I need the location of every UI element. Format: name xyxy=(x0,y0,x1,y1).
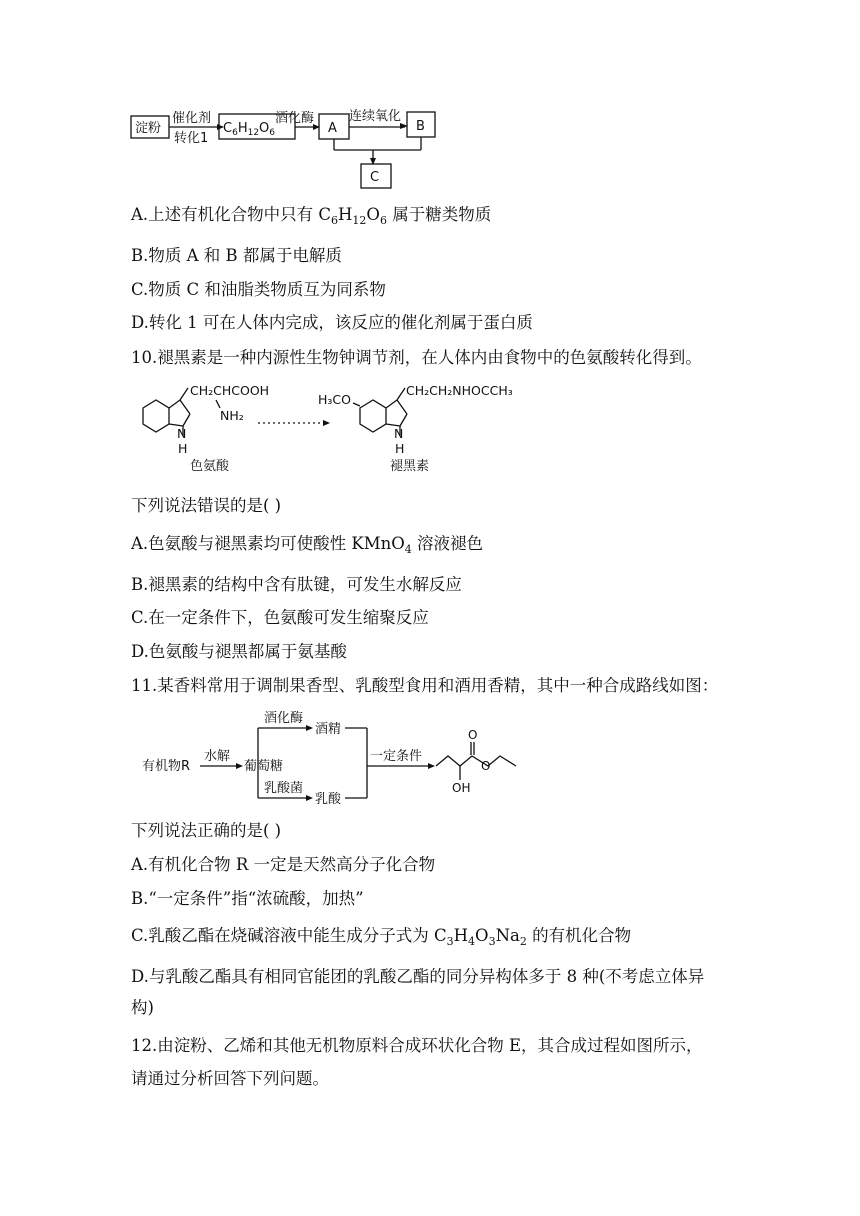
q10-mol2-n: N xyxy=(394,426,404,441)
q12-stem-line1: 12.由淀粉、乙烯和其他无机物原料合成环状化合物 E，其合成过程如图所示， xyxy=(131,1036,703,1055)
q10-option-b: B.褪黑素的结构中含有肽键，可发生水解反应 xyxy=(131,575,462,594)
q11-glucose: 葡萄糖 xyxy=(244,759,284,774)
q10-mol1-n: N xyxy=(177,426,187,441)
q11-ester-o: O xyxy=(481,759,491,773)
q9-box-c: C xyxy=(370,170,380,185)
q10-mol1-chain: CH₂CHCOOH xyxy=(190,383,270,398)
q10-stem: 10.褪黑素是一种内源性生物钟调节剂，在人体内由食物中的色氨酸转化得到。 xyxy=(131,348,702,367)
q9-box-start: 淀粉 xyxy=(135,121,162,136)
q9-arrow1-top: 催化剂 xyxy=(172,111,212,126)
q11-option-c: C.乳酸乙酯在烧碱溶液中能生成分子式为 $C_3H_4O_3Na_2$ 的有机化合物 xyxy=(131,926,632,948)
q11-option-d-line1: D.与乳酸乙酯具有相同官能团的乳酸乙酯的同分异构体多于 8 种(不考虑立体异 xyxy=(131,967,705,986)
q10-mol2-h: H xyxy=(395,441,405,456)
q10-option-c: C.在一定条件下，色氨酸可发生缩聚反应 xyxy=(131,608,429,627)
q10-option-a: A.色氨酸与褪黑素均可使酸性 KMnO$_4$ 溶液褪色 xyxy=(131,534,484,556)
q10-mol2-chain: CH₂CH₂NHOCCH₃ xyxy=(406,383,513,398)
q9-arrow3-label: 连续氧化 xyxy=(349,109,402,124)
q9-arrow2-label: 酒化酶 xyxy=(275,111,315,126)
q9-arrow1-bottom: 转化1 xyxy=(174,131,209,146)
q10-mol1-h: H xyxy=(178,441,188,456)
q9-flow-diagram xyxy=(125,104,445,192)
q10-question: 下列说法错误的是( ) xyxy=(131,496,282,515)
q9-option-b: B.物质 A 和 B 都属于电解质 xyxy=(131,246,342,265)
q11-hydrolysis: 水解 xyxy=(204,749,231,764)
q9-box-glucose: $C_6H_{12}O_6$ xyxy=(223,121,276,138)
q11-lactic-acid: 乳酸 xyxy=(315,792,342,807)
q9-option-d: D.转化 1 可在人体内完成，该反应的催化剂属于蛋白质 xyxy=(131,313,533,332)
q11-option-b: B.“一定条件”指“浓硫酸，加热” xyxy=(131,889,364,908)
q10-mol2-name: 褪黑素 xyxy=(390,459,430,474)
q11-synthesis-diagram xyxy=(140,708,540,816)
q10-option-d: D.色氨酸与褪黑都属于氨基酸 xyxy=(131,642,347,661)
q10-mol2-methoxy: H₃CO xyxy=(318,392,351,407)
q11-stem: 11.某香料常用于调制果香型、乳酸型食用和酒用香精，其中一种合成路线如图： xyxy=(131,676,719,695)
q11-option-a: A.有机化合物 R 一定是天然高分子化合物 xyxy=(131,855,436,874)
q9-option-c: C.物质 C 和油脂类物质互为同系物 xyxy=(131,280,386,299)
q12-stem-line2: 请通过分析回答下列问题。 xyxy=(131,1069,329,1088)
q9-box-b: B xyxy=(416,119,425,134)
q11-alcohol: 酒精 xyxy=(315,722,342,737)
q10-mol1-nh2: NH₂ xyxy=(220,408,244,423)
q10-structures-figure xyxy=(128,378,528,478)
q11-question: 下列说法正确的是( ) xyxy=(131,821,282,840)
q11-carbonyl-o: O xyxy=(468,728,478,742)
q11-zymase: 酒化酶 xyxy=(264,711,304,726)
q11-option-d-line2: 构) xyxy=(131,998,154,1017)
q9-box-a: A xyxy=(328,121,337,136)
q11-hydroxyl: OH xyxy=(452,781,471,795)
q9-option-a: A.上述有机化合物中只有 $C_6H_{12}O_6$ 属于糖类物质 xyxy=(131,205,492,227)
q10-mol1-name: 色氨酸 xyxy=(190,459,230,474)
q11-lactobacillus: 乳酸菌 xyxy=(264,781,304,796)
q11-start: 有机物R xyxy=(142,759,191,774)
q11-condition: 一定条件 xyxy=(370,749,423,764)
